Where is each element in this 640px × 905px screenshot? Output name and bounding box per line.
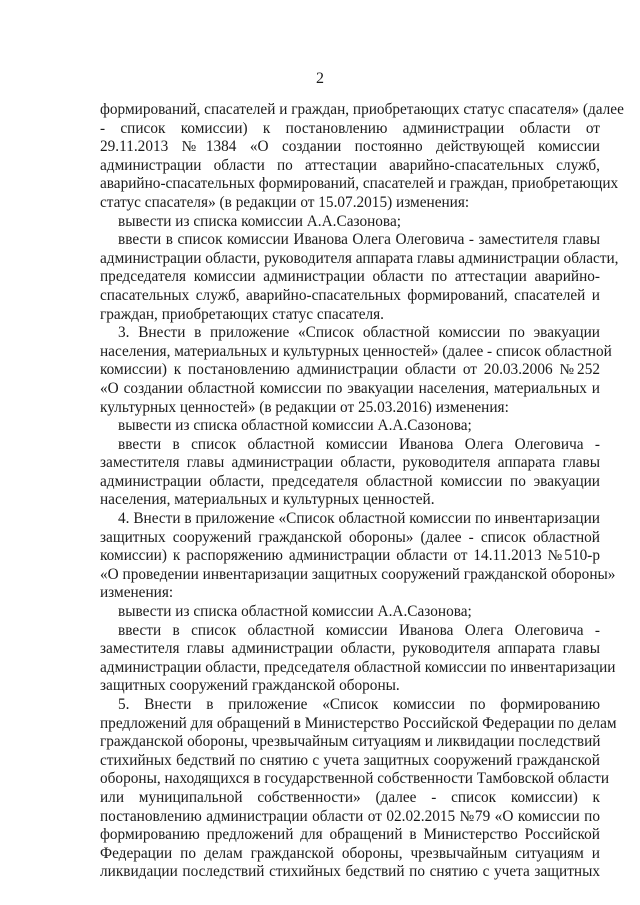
text-line: заместителя главы администрации области, руководителя аппарата главы xyxy=(100,454,600,472)
text-line: Федерации по делам гражданской обороны, чрезвычайным ситуациям и xyxy=(100,844,600,862)
text-line: 4. Внести в приложение «Список областной комиссии по инвентаризации xyxy=(118,510,600,528)
text-line: спасательных служб, аварийно-спасательных формирований, спасателей и xyxy=(100,286,600,304)
text-line: культурных ценностей» (в редакции от 25.03.2016) изменения: xyxy=(100,398,509,416)
text-line: комиссии) к распоряжению администрации области от 14.11.2013 №510-р xyxy=(100,547,600,565)
text-line: 29.11.2013 №1384 «О создании постоянно действующей комиссии xyxy=(100,138,600,156)
page-number: 2 xyxy=(316,70,324,87)
text-line: или муниципальной собственности» (далее - список комиссии) к xyxy=(100,788,600,806)
text-line: формированию предложений для обращений в Министерство Российской xyxy=(100,826,600,844)
text-line: администрации области, председателя областной комиссии по инвентаризации xyxy=(100,658,616,676)
text-line: защитных сооружений гражданской обороны» (далее - список областной xyxy=(100,528,600,546)
text-line: «О проведении инвентаризации защитных сооружений гражданской обороны» xyxy=(100,565,616,583)
text-line: изменения: xyxy=(100,584,174,602)
text-line: предложений для обращений в Министерство Российской Федерации по делам xyxy=(100,714,617,732)
text-line: постановлению администрации области от 02.02.2015 №79 «О комиссии по xyxy=(100,807,600,825)
text-line: ввести в список областной комиссии Иванова Олега Олеговича - xyxy=(118,621,600,639)
text-line: - список комиссии) к постановлению администрации области от xyxy=(100,119,600,137)
text-line: 5. Внести в приложение «Список комиссии по формированию xyxy=(118,696,600,713)
text-line: ликвидации последствий стихийных бедствий по снятию с учета защитных xyxy=(100,863,600,881)
text-line: защитных сооружений гражданской обороны. xyxy=(100,677,400,695)
text-line: вывести из списка комиссии А.А.Сазонова; xyxy=(118,212,401,230)
text-line: граждан, приобретающих статус спасателя. xyxy=(100,305,385,323)
text-line: обороны, находящихся в государственной собственности Тамбовской области xyxy=(100,770,610,788)
text-line: председателя комиссии администрации области по аттестации аварийно- xyxy=(100,268,600,286)
text-line: аварийно-спасательных формирований, спасателей и граждан, приобретающих xyxy=(100,175,619,193)
text-line: формирований, спасателей и граждан, приобретающих статус спасателя» (далее xyxy=(100,101,624,118)
text-line: «О создании областной комиссии по эвакуации населения, материальных и xyxy=(100,379,600,397)
text-line: 3. Внести в приложение «Список областной комиссии по эвакуации xyxy=(118,324,600,342)
text-line: гражданской обороны, чрезвычайным ситуациям и ликвидации последствий xyxy=(100,733,601,751)
text-line: администрации области, председателя областной комиссии по эвакуации xyxy=(100,472,600,490)
text-line: статус спасателя» (в редакции от 15.07.2015) изменения: xyxy=(100,193,470,211)
text-line: администрации области, руководителя аппарата главы администрации области, xyxy=(100,249,619,267)
text-line: ввести в список областной комиссии Иванова Олега Олеговича - xyxy=(118,435,600,453)
text-line: вывести из списка областной комиссии А.А.Сазонова; xyxy=(118,603,472,621)
text-line: населения, материальных и культурных ценностей. xyxy=(100,491,435,509)
text-line: администрации области по аттестации аварийно-спасательных служб, xyxy=(100,156,600,174)
text-line: населения, материальных и культурных ценностей» (далее - список областной xyxy=(100,342,612,360)
text-line: стихийных бедствий по снятию с учета защитных сооружений гражданской xyxy=(100,751,600,769)
text-line: комиссии) к постановлению администрации области от 20.03.2006 №252 xyxy=(100,361,600,379)
text-line: вывести из списка областной комиссии А.А.Сазонова; xyxy=(118,417,472,435)
document-body xyxy=(100,101,624,882)
text-line: заместителя главы администрации области, руководителя аппарата главы xyxy=(100,640,600,658)
text-line: ввести в список комиссии Иванова Олега Олеговича - заместителя главы xyxy=(118,231,600,249)
